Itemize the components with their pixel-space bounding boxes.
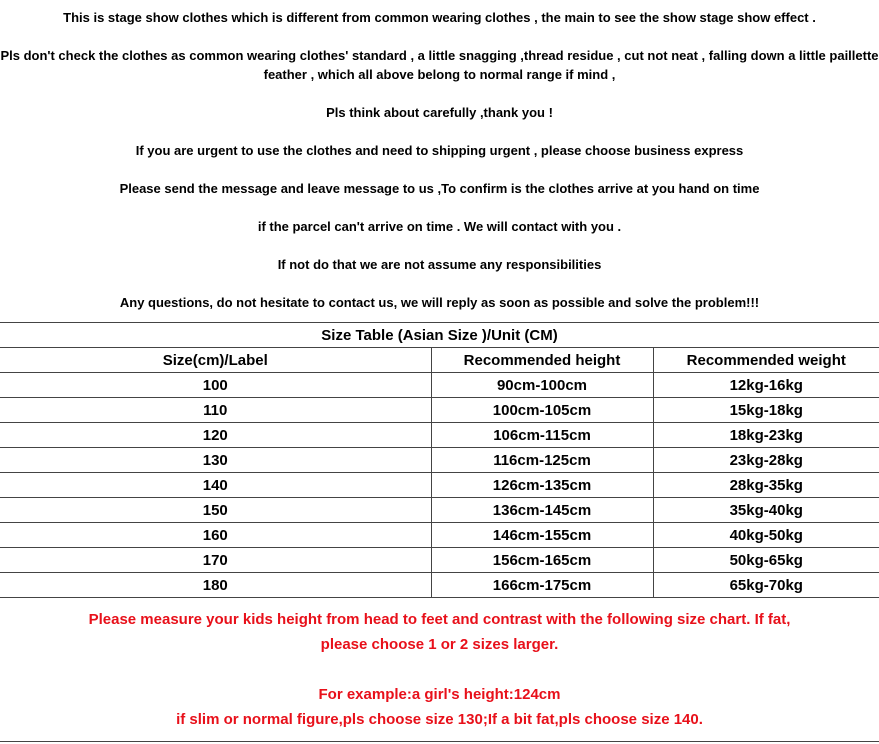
table-cell-size: 140 [0, 473, 431, 498]
table-row [0, 473, 879, 498]
table-cell-weight: 12kg-16kg [653, 373, 879, 398]
table-cell-weight: 18kg-23kg [653, 423, 879, 448]
size-table-header-row [0, 348, 879, 373]
table-cell-size: 120 [0, 423, 431, 448]
table-cell-weight: 50kg-65kg [653, 548, 879, 573]
table-cell-height: 156cm-165cm [431, 548, 653, 573]
table-cell-weight: 23kg-28kg [653, 448, 879, 473]
example-line-1: For example:a girl's height:124cm [318, 686, 561, 703]
table-cell-size: 100 [0, 373, 431, 398]
table-cell-size: 180 [0, 573, 431, 598]
measure-line-2: please choose 1 or 2 sizes larger. [320, 636, 559, 653]
table-cell-height: 166cm-175cm [431, 573, 653, 598]
table-row [0, 398, 879, 423]
table-row [0, 423, 879, 448]
size-table-header-size: Size(cm)/Label [0, 348, 431, 373]
notice-line-quality-standard [0, 46, 879, 84]
table-cell-size: 170 [0, 548, 431, 573]
size-table [0, 322, 879, 598]
table-cell-height: 106cm-115cm [431, 423, 653, 448]
table-cell-height: 90cm-100cm [431, 373, 653, 398]
notice-line-quality-standard-text: Pls don't check the clothes as common wearing clothes' standard , a little snagging ,thread residue , cut not neat , falling down a little paillette feather , which all above belong to normal range if mind , [0, 48, 879, 82]
notice-line-think-carefully: Pls think about carefully ,thank you ! [326, 105, 553, 120]
table-row [0, 448, 879, 473]
table-row [0, 523, 879, 548]
table-cell-weight: 28kg-35kg [653, 473, 879, 498]
table-row [0, 548, 879, 573]
table-cell-height: 116cm-125cm [431, 448, 653, 473]
example-line-2: if slim or normal figure,pls choose size 130;If a bit fat,pls choose size 140. [176, 711, 703, 728]
notice-line-send-message: Please send the message and leave message to us ,To confirm is the clothes arrive at you hand on time [119, 181, 760, 196]
table-cell-height: 146cm-155cm [431, 523, 653, 548]
table-cell-weight: 65kg-70kg [653, 573, 879, 598]
table-cell-weight: 35kg-40kg [653, 498, 879, 523]
table-cell-size: 130 [0, 448, 431, 473]
table-row [0, 498, 879, 523]
table-cell-height: 100cm-105cm [431, 398, 653, 423]
notice-line-contact: if the parcel can't arrive on time . We will contact with you . [257, 219, 622, 234]
size-table-header-height: Recommended height [431, 348, 653, 373]
notice-line-responsibility: If not do that we are not assume any responsibilities [277, 257, 602, 272]
table-cell-size: 110 [0, 398, 431, 423]
notice-line-stage-show: This is stage show clothes which is different from common wearing clothes , the main to see the show stage show effect . [63, 10, 816, 25]
table-cell-height: 126cm-135cm [431, 473, 653, 498]
size-table-header-weight: Recommended weight [653, 348, 879, 373]
table-row [0, 573, 879, 598]
table-cell-height: 136cm-145cm [431, 498, 653, 523]
measure-line-1: Please measure your kids height from head to feet and contrast with the following size chart. If fat, [88, 611, 791, 628]
table-cell-size: 150 [0, 498, 431, 523]
notice-line-urgent-shipping: If you are urgent to use the clothes and need to shipping urgent , please choose business express [135, 143, 744, 158]
table-cell-size: 160 [0, 523, 431, 548]
table-cell-weight: 40kg-50kg [653, 523, 879, 548]
table-cell-weight: 15kg-18kg [653, 398, 879, 423]
table-row [0, 373, 879, 398]
size-table-title: Size Table (Asian Size )/Unit (CM) [0, 323, 879, 348]
size-table-title-row [0, 323, 879, 348]
notice-line-questions: Any questions, do not hesitate to contact us, we will reply as soon as possible and solve the problem!!! [119, 295, 760, 310]
bottom-divider [0, 741, 879, 742]
